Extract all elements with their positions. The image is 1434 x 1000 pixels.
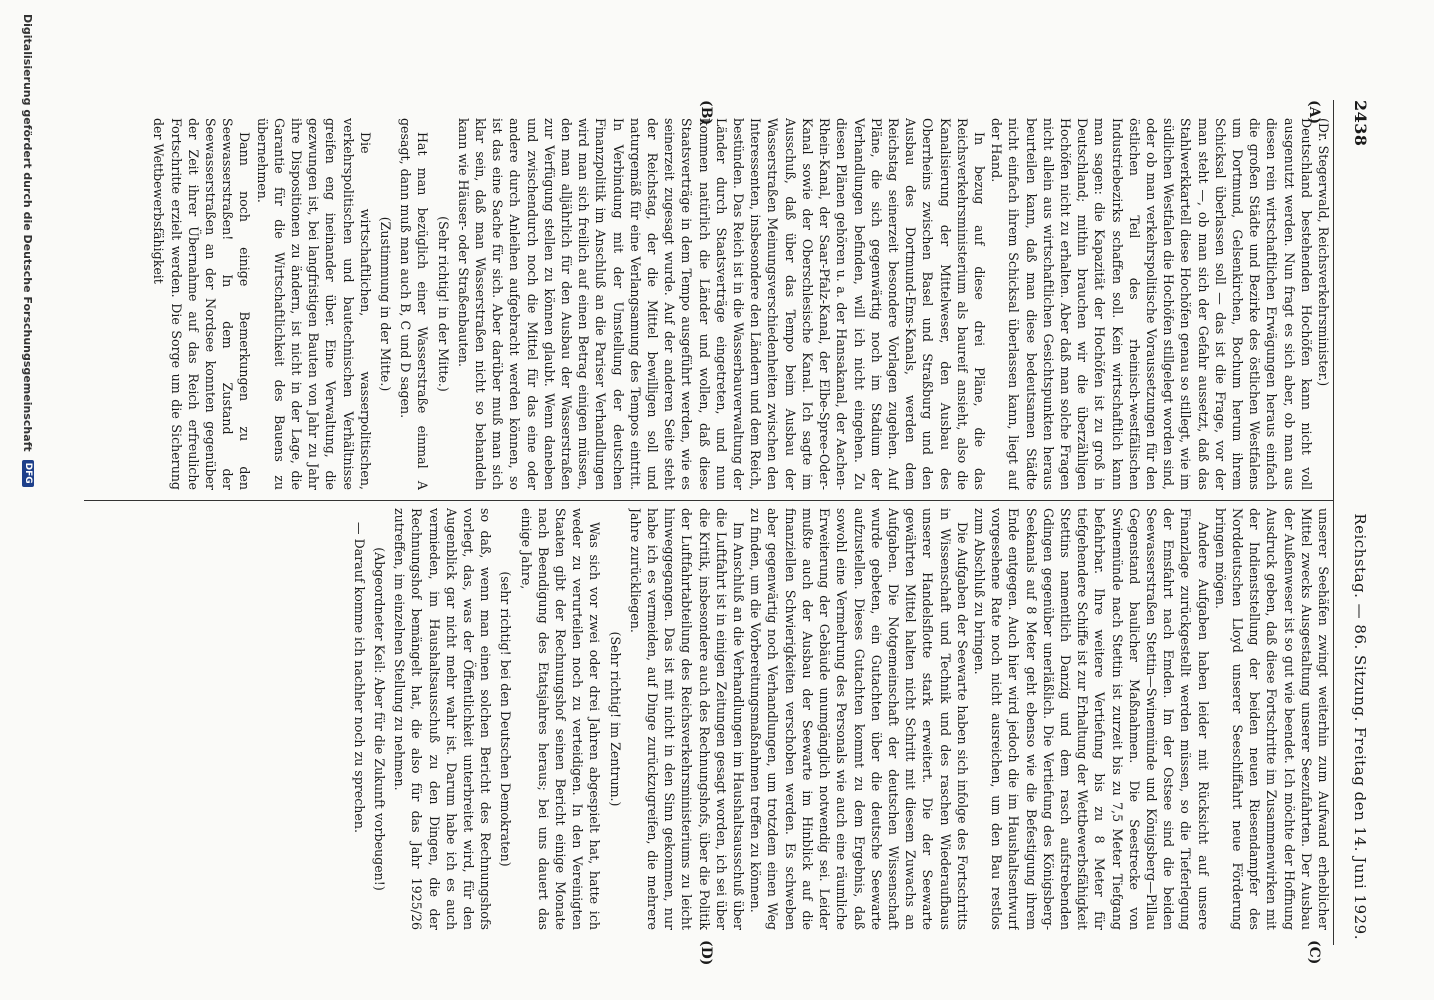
interjection: (Zustimmung in der Mitte.) bbox=[378, 216, 394, 392]
interjection: (sehr richtig! bei den Deutschen Demokraten) bbox=[498, 571, 514, 867]
page-number: 2438 bbox=[1351, 100, 1370, 147]
paragraph: so daß, wenn man einen solchen Bericht des Rechnungshofs vorlegt, das, was der Öffentlichkeit unterbreitet wird, für den Augenblick gar nicht mehr wahr ist. Darum habe ich es auch vermieden, im Haushaltsausschuß zu den Dingen, die der Rechnungshof bemängelt hat, die also für das Jahr 1925/26 zutreffen, im einzelnen Stellung zu nehmen. bbox=[392, 508, 494, 930]
running-header bbox=[1336, 100, 1370, 940]
paragraph: unserer Seehäfen zwingt weiterhin zum Aufwand erheblicher Mittel zwecks Ausgestaltung unserer Seezufahrten. Der Ausbau der Außenweser ist so gut wie beendet. Ich möchte der Hoffnung Ausdruck geben, daß diese Fortschritte im Zusammenwirken mit der Indienststellung der beiden neuen Riesendampfer des Norddeutschen Lloyd unserer Seeschiffahrt neue Förderung bringen mögen. bbox=[1212, 508, 1331, 930]
right-column bbox=[82, 508, 1332, 930]
header-rule bbox=[1333, 100, 1334, 945]
margin-marker-b: (B) bbox=[698, 100, 714, 126]
paragraph: Andere Aufgaben haben leider mit Rücksicht auf unsere Finanzlage zurückgestellt werden müssen, so die Tieferlegung der Emsfahrt nach Emden. Im der Ostsee sind die beiden Seewasserstraßen Stettin—Swinemünde und Königsberg—Pillau Gegenstand baulicher Maßnahmen. Die Seestrecke von Swinemünde nach Stettin ist zurzeit bis zu 7,5 Meter Tiefgang befahrbar. Ihre weitere Vertiefung bis zu 8 Meter für tiefgehendere Schiffe ist zur Erhaltung der Wettbewerbsfähigkeit Stettins namentlich Danzig und dem rasch aufstrebenden Gdingen gegenüber unerläßlich. Die Vertiefung des Königsberg-Seekanals auf 8 Meter geht ebenso wie die Befestigung ihrem Ende entgegen. Auch hier wird jedoch die im Haushaltsentwurf vorgesehene Rate noch nicht ausreichen, um den Bau restlos zum Abschluß zu bringen. bbox=[971, 508, 1211, 930]
credit-text: Digitalisierung gefördert durch die Deutsche Forschungsgemeinschaft bbox=[21, 14, 35, 452]
interjection: (Sehr richtig! im Zentrum.) bbox=[607, 631, 623, 807]
header-title: Reichstag. — 86. Sitzung. Freitag den 14. Juni 1929. bbox=[1351, 513, 1369, 940]
speaker-line: (Dr. Stegerwald, Reichsverkehrsminister.) bbox=[1316, 118, 1331, 387]
paragraph: Hat man bezüglich einer Wasserstraße einmal A gesagt, dann muß man auch B, C und D sagen. bbox=[398, 118, 431, 490]
interjection: (Abgeordneter Keil: Aber für die Zukunft vorbeugen!) bbox=[372, 547, 388, 891]
paragraph: Die Aufgaben der Seewarte haben sich infolge des Fortschritts in Wissenschaft und Technik und des raschen Wiederaufbaus unserer Handelsflotte stark erweitert. Die der Seewarte gewährten Mittel halten nicht Schritt mit diesem Zuwachs an Aufgaben. Die Notgemeinschaft der deutschen Wissenschaft wurde gebeten, ein Gutachten über die deutsche Seewarte aufzustellen. Dieses Gutachten kommt zu dem Ergebnis, daß sowohl eine Vermehrung des Personals wie auch eine räumliche Erweiterung der Gebäude unumgänglich notwendig sei. Leider mußte auch der Ausbau der Seewarte im Hinblick auf die finanziellen Schwierigkeiten verschoben werden. Es schweben aber gegenwärtig noch Verhandlungen, um trotzdem einen Weg zu finden, um die Vorbereitungsmaßnahmen treffen zu können. bbox=[748, 508, 970, 930]
dfg-logo-icon: DFG bbox=[22, 460, 34, 487]
paragraph: Deutschland bestehenden Hochöfen kann nicht voll ausgenutzt werden. Nun fragt es sich aber, ob man aus diesen rein wirtschaftlichen Erwägungen heraus einfach die großen Städte und Bezirke des östlichen Westfalens um Dortmund, Gelsenkirchen, Bochum herum ihrem Schicksal überlassen soll — das ist die Frage, vor der man steht —, ob man sich der Gefahr aussetzt, daß das Stahlwerkkartell diese Hochöfen genau so stillegt, wie im südlichen Westfalen die Hochöfen stillgelegt worden sind, oder ob man verkehrspolitische Voraussetzungen für den östlichen Teil des rheinisch-westfälischen Industriebezirks schaffen soll. Kein wirtschaftlich kann man sagen: die Kapazität der Hochöfen ist zu groß in Deutschland; mithin brauchen wir die überzähligen Hochöfen nicht zu erhalten. Aber daß man solche Fragen nicht allein aus wirtschaftlichen Gesichtspunkten heraus beurteilen kann, daß man diese bedeutsamen Städte nicht einfach ihrem Schicksal überlassen kann, liegt auf der Hand. bbox=[989, 118, 1314, 490]
digitization-credit bbox=[14, 0, 42, 1000]
paragraph: Im Anschluß an die Verhandlungen im Haushaltsausschuß über die Luftfahrt ist in einigen Zeitungen gesagt worden, ich sei über die Kritik, insbesondere auch des Rechnungshofs, über die Politik der Luftfahrtabteilung des Reichsverkehrsministeriums zu leicht hinweggegangen. Das ist mit nicht in den Sinn gekommen, nur habe ich es vermeiden, auf Dinge zurückzugreifen, die mehrere Jahre zurückliegen. bbox=[627, 508, 747, 930]
margin-marker-a: (A) bbox=[1306, 100, 1322, 125]
margin-marker-c: (C) bbox=[1306, 940, 1322, 965]
paragraph: In bezug auf diese drei Pläne, die das Reichsverkehrsministerium als baureif ansieht, also die Kanalisierung der Mittelweser, den Ausbau des Oberrheins zwischen Basel und Straßburg und den Ausbau des Dortmund-Ems-Kanals, werden dem Reichstag seinerzeit besondere Vorlagen zugehen. Auf Pläne, die sich gegenwärtig noch im Stadium der Verhandlungen befinden, will ich nicht eingehen. Zu diesen Plänen gehören u. a. der Hansakanal, der Aachen-Rhein-Kanal, der Saar-Pfalz-Kanal, der Elbe-Spree-Oder-Kanal sowie der Oberschlesische Kanal. Ich sagte im Ausschuß, daß über das Tempo beim Ausbau der Wasserstraßen Meinungsverschiedenheiten zwischen den Interessenten, insbesondere den Ländern und dem Reich, bestünden. Das Reich ist in die Wasserbauverwaltung der Länder durch Staatsverträge eingetreten, und nun kommen natürlich die Länder und wollen, daß diese Staatsverträge in dem Tempo ausgeführt werden, wie es seinerzeit zugesagt wurde. Auf der anderen Seite steht der Reichstag, der die Mittel bewilligen soll und naturgemäß für eine Verlangsamung des Tempos eintritt. In Verbindung mit der Umstellung der deutschen Finanzpolitik im Anschluß an die Pariser Verhandlungen wird man sich freilich auf einen Betrag einigen müssen, den man alljährlich für den Ausbau der Wasserstraßen zur Verfügung stellen zu können glaubt. Wenn daneben und zwischendurch noch die Mittel für das eine oder andere durch Anleihen aufgebracht werden können, so ist das eine Sache für sich. Aber darüber muß man sich klar sein, daß man Wasserstraßen nicht so behandeln kann wie Häuser- oder Straßenbauten. bbox=[455, 118, 987, 490]
paragraph: Dann noch einige Bemerkungen zu den Seewasserstraßen! In dem Zustand der Seewasserstraßen an der Nordsee konnten gegenüber der Zeit ihrer Übernahme auf das Reich erfreuliche Fortschritte erzielt werden. Die Sorge um die Sicherung der Wettbewerbsfähigkeit bbox=[151, 118, 253, 490]
left-column bbox=[82, 118, 1332, 490]
paragraph: Was sich vor zwei oder drei Jahren abgespielt hat, hatte ich weder zu verurteilen noch zu verteidigen. In den Vereinigten Staaten gibt der Rechnungshof seinen Bericht einige Monate nach Beendigung des Etatsjahres heraus; bei uns dauert das einige Jahre, bbox=[518, 508, 603, 930]
column-divider bbox=[84, 500, 1334, 501]
margin-marker-d: (D) bbox=[698, 940, 714, 966]
interjection: (Sehr richtig! in der Mitte.) bbox=[435, 216, 451, 392]
paragraph: — Darauf komme ich nachher noch zu sprechen. bbox=[351, 522, 367, 833]
paragraph: Die wirtschaftlichen, wasserpolitischen, verkehrspolitischen und bautechnischen Verhältnisse greifen eng ineinander über. Eine Verwaltung, die gezwungen ist, bei langfristigen Bauten von Jahr zu Jahr ihre Dispositionen zu ändern, ist nicht in der Lage, die Garantie für die Wirtschaftlichkeit des Bauens zu übernehmen. bbox=[254, 118, 373, 490]
